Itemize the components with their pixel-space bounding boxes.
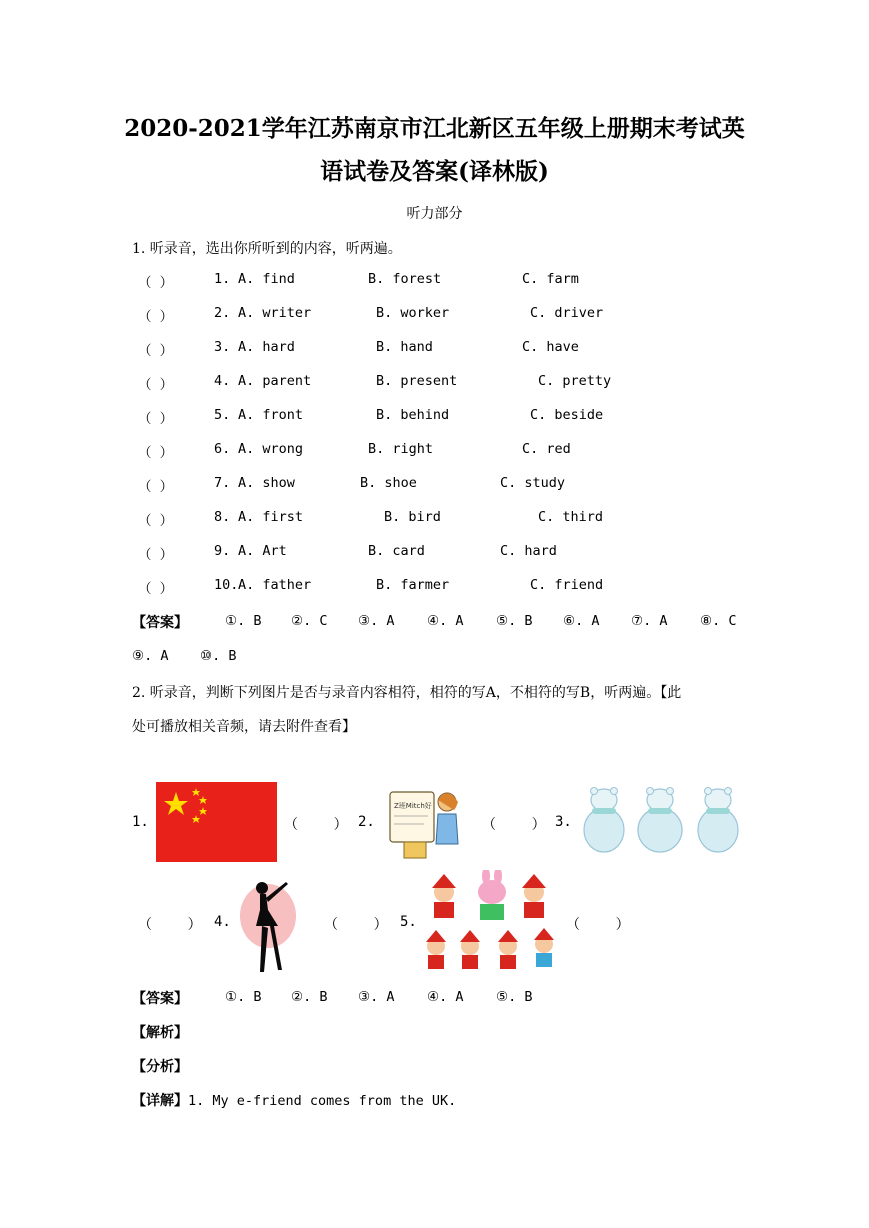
option-b: B. shoe	[360, 475, 417, 491]
answer-blank: （ ）	[138, 275, 174, 291]
option-b: B. card	[368, 543, 425, 559]
answer-item: ②. C	[291, 613, 328, 629]
item-number: 3.	[214, 339, 231, 355]
pic4-blank: （ ）	[324, 917, 388, 933]
option-b: B. forest	[368, 271, 442, 287]
answer-item: ④. A	[427, 613, 464, 629]
option-a: A. find	[238, 271, 295, 287]
option-c: C. friend	[530, 577, 604, 593]
option-c: C. beside	[530, 407, 604, 423]
pic3-blank: （ ）	[138, 917, 202, 933]
option-c: C. have	[522, 339, 579, 355]
answer-blank: （ ）	[138, 547, 174, 563]
item-number: 7.	[214, 475, 231, 491]
kid-1	[432, 874, 456, 918]
analysis-label: 【解析】	[132, 1025, 188, 1041]
pic1-blank: （ ）	[284, 817, 348, 833]
answer-blank: （ ）	[138, 479, 174, 495]
answer-item: ⑨. A	[132, 648, 169, 664]
answer-label-2: 【答案】	[132, 991, 188, 1007]
question1-answer	[132, 612, 188, 632]
answer-blank: （ ）	[138, 581, 174, 597]
answer-item: ①. B	[225, 989, 262, 1005]
item-number: 5.	[214, 407, 231, 423]
option-a: A. first	[238, 509, 304, 525]
question1-prompt: 1. 听录音，选出你所听到的内容，听两遍。	[132, 241, 402, 257]
option-b: B. bird	[384, 509, 441, 525]
dancer-head	[256, 882, 268, 894]
item-number: 9.	[214, 543, 231, 559]
pic2-number: 2.	[358, 814, 375, 830]
answer-blank: （ ）	[138, 513, 174, 529]
kid-4	[460, 930, 480, 969]
flag-background	[156, 782, 277, 862]
kid-5	[498, 930, 518, 969]
document-title-line1: 2020-2021学年江苏南京市江北新区五年级上册期末考试英	[124, 115, 745, 142]
pic4-number: 4.	[214, 914, 231, 930]
polar-bear-1	[584, 788, 624, 853]
china-flag-image	[156, 782, 277, 862]
option-c: C. hard	[500, 543, 557, 559]
answer-item: ⑥. A	[563, 613, 600, 629]
option-a: A. parent	[238, 373, 312, 389]
answer-blank: （ ）	[138, 377, 174, 393]
pic5-blank: （ ）	[566, 917, 630, 933]
item-number: 2.	[214, 305, 231, 321]
item-number: 8.	[214, 509, 231, 525]
bunny-toy	[478, 870, 506, 920]
fenxi-label: 【分析】	[132, 1059, 188, 1075]
option-a: A. show	[238, 475, 295, 491]
answer-item: ②. B	[291, 989, 328, 1005]
kid-3	[426, 930, 446, 969]
answer-blank: （ ）	[138, 343, 174, 359]
option-c: C. red	[522, 441, 571, 457]
option-c: C. third	[538, 509, 604, 525]
answer-item: ⑧. C	[700, 613, 737, 629]
answer-item: ⑤. B	[496, 613, 533, 629]
answer-blank: （ ）	[138, 309, 174, 325]
kid-6	[534, 928, 554, 967]
answer-item: ①. B	[225, 613, 262, 629]
question2-prompt-line1: 2. 听录音，判断下列图片是否与录音内容相符，相符的写A，不相符的写B，听两遍。【此	[132, 685, 682, 701]
item-number: 4.	[214, 373, 231, 389]
option-b: B. farmer	[376, 577, 450, 593]
section-heading: 听力部分	[406, 206, 463, 222]
option-a: A. Art	[238, 543, 287, 559]
answer-item: ⑦. A	[631, 613, 668, 629]
pic5-number: 5.	[400, 914, 417, 930]
teacher-board-image	[384, 782, 464, 862]
answer-label: 【答案】	[132, 615, 188, 631]
detail-line	[132, 1090, 456, 1110]
answer-item: ③. A	[358, 613, 395, 629]
answer-item: ③. A	[358, 989, 395, 1005]
board-box	[404, 842, 426, 858]
pic3-number: 3.	[555, 814, 572, 830]
question2-answer	[132, 988, 188, 1008]
answer-item: ⑩. B	[200, 648, 237, 664]
teacher-body	[436, 814, 458, 844]
item-number: 6.	[214, 441, 231, 457]
item-number: 10.	[214, 577, 239, 593]
option-c: C. farm	[522, 271, 579, 287]
detail-label: 【详解】	[132, 1093, 188, 1109]
option-b: B. hand	[376, 339, 433, 355]
option-b: B. present	[376, 373, 458, 389]
option-b: B. right	[368, 441, 434, 457]
polar-bears-image	[578, 784, 744, 856]
polar-bear-3	[698, 788, 738, 853]
question2-prompt-line2: 处可播放相关音频，请去附件查看】	[132, 719, 356, 735]
kid-2	[522, 874, 546, 918]
option-c: C. driver	[530, 305, 604, 321]
pic1-number: 1.	[132, 814, 149, 830]
board-panel	[390, 792, 434, 842]
answer-item: ⑤. B	[496, 989, 533, 1005]
detail-text: 1. My e-friend comes from the UK.	[188, 1093, 457, 1109]
document-title-line2: 语试卷及答案(译林版)	[320, 158, 549, 185]
option-a: A. father	[238, 577, 312, 593]
board-text: Z班Mitch好	[394, 802, 432, 810]
pic2-blank: （ ）	[482, 817, 546, 833]
christmas-kids-image	[422, 870, 562, 974]
option-c: C. pretty	[538, 373, 612, 389]
option-a: A. front	[238, 407, 304, 423]
option-c: C. study	[500, 475, 566, 491]
option-b: B. behind	[376, 407, 450, 423]
item-number: 1.	[214, 271, 231, 287]
polar-bear-2	[638, 788, 682, 853]
dancer-silhouette-image	[238, 876, 306, 974]
answer-blank: （ ）	[138, 445, 174, 461]
option-b: B. worker	[376, 305, 450, 321]
option-a: A. wrong	[238, 441, 304, 457]
answer-item: ④. A	[427, 989, 464, 1005]
answer-blank: （ ）	[138, 411, 174, 427]
option-a: A. hard	[238, 339, 295, 355]
option-a: A. writer	[238, 305, 312, 321]
